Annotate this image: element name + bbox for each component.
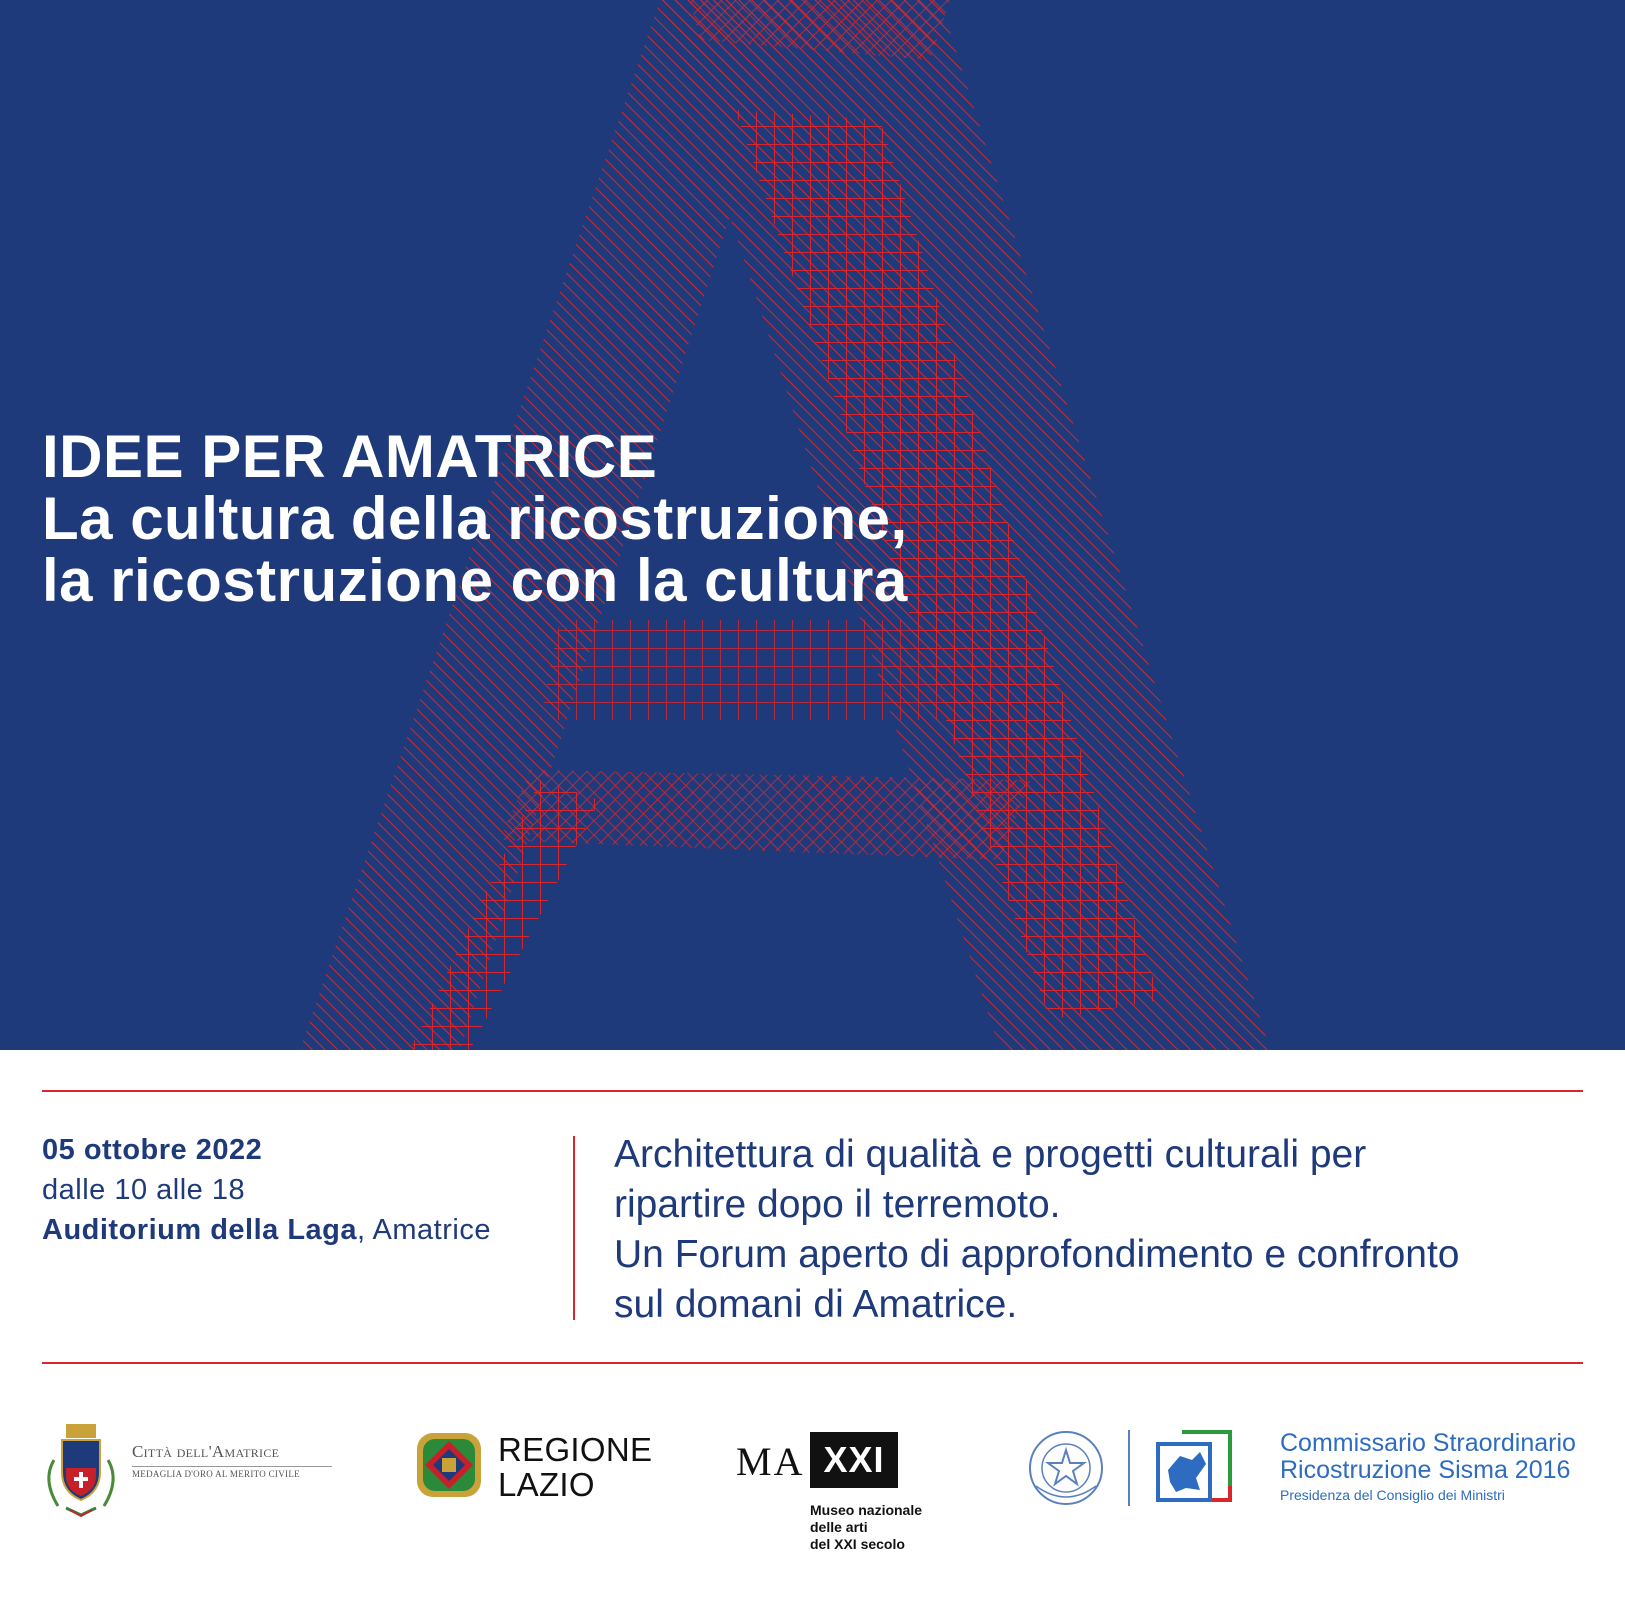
event-title [42,423,908,614]
lazio-line-2: LAZIO [498,1466,595,1503]
description-line-2: ripartire dopo il terremoto. [614,1183,1061,1226]
vertical-divider [573,1136,575,1320]
description-line-4: sul domani di Amatrice. [614,1283,1018,1326]
maxxi-sub-1: Museo nazionale [810,1502,923,1518]
event-description [614,1130,1594,1330]
lazio-emblem-icon [416,1432,482,1498]
event-details [42,1130,562,1250]
title-line-2: La cultura della ricostruzione, [42,485,908,552]
amatrice-text [132,1442,332,1479]
maxxi-subtitle [810,1502,960,1553]
commissario-line-1: Commissario Straordinario [1280,1429,1576,1457]
maxxi-ma: MA [736,1439,805,1484]
maxxi-sub-2: delle arti [810,1519,868,1535]
logo-citta-amatrice [40,1420,330,1520]
commissario-text [1280,1430,1576,1506]
event-city: , Amatrice [357,1214,491,1246]
amatrice-coat-of-arms-icon [40,1420,122,1520]
italian-republic-emblem-icon [1026,1428,1106,1508]
event-date: 05 ottobre 2022 [42,1134,263,1166]
description-line-1: Architettura di qualità e progetti culturali per [614,1133,1367,1176]
maxxi-xxi: XXI [810,1432,898,1488]
commissario-line-2: Ricostruzione Sisma 2016 [1280,1456,1571,1484]
title-line-3: la ricostruzione con la cultura [42,547,908,614]
description-line-3: Un Forum aperto di approfondimento e confronto [614,1233,1460,1276]
logo-maxxi [736,1430,956,1560]
lazio-line-1: REGIONE [498,1431,653,1468]
event-location [42,1210,562,1250]
lazio-text [498,1432,652,1502]
title-line-1: IDEE PER AMATRICE [42,423,658,490]
amatrice-subtitle: MEDAGLIA D'ORO AL MERITO CIVILE [132,1466,332,1479]
logo-regione-lazio [416,1432,656,1502]
commissario-line-3: Presidenza del Consiglio dei Ministri [1280,1487,1505,1503]
bottom-divider [42,1362,1583,1364]
commissario-divider [1128,1430,1130,1506]
top-divider [42,1090,1583,1092]
sisma-map-icon [1156,1430,1236,1504]
a-mid-panel [540,620,1020,720]
event-venue: Auditorium della Laga [42,1214,358,1246]
logo-commissario-sisma [1026,1428,1596,1518]
maxxi-sub-3: del XXI secolo [810,1536,905,1552]
amatrice-name: Città dell'Amatrice [132,1442,280,1461]
event-time: dalle 10 alle 18 [42,1174,246,1206]
